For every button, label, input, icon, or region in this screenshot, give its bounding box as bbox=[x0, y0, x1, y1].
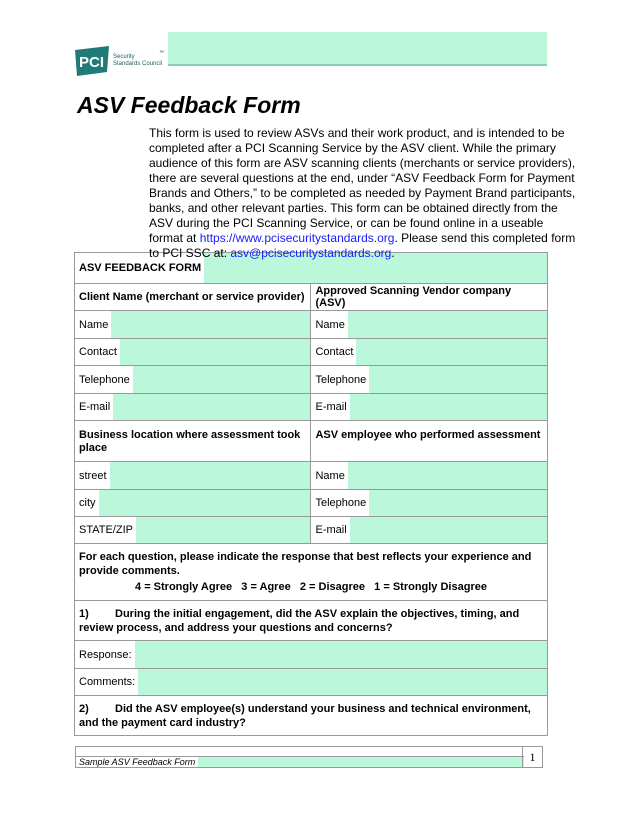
comments-label: Comments: bbox=[79, 676, 136, 688]
email-link[interactable]: asv@pcisecuritystandards.org bbox=[230, 246, 392, 260]
footer-label: Sample ASV Feedback Form bbox=[79, 757, 196, 767]
client-column-header: Client Name (merchant or service provider) bbox=[75, 284, 311, 311]
client-telephone-input[interactable] bbox=[133, 366, 311, 393]
q1-comments-input[interactable] bbox=[138, 669, 547, 695]
instructions: For each question, please indicate the response that best reflects your experience and provide comments. bbox=[79, 551, 532, 577]
page-footer bbox=[75, 746, 543, 768]
client-contact-input[interactable] bbox=[120, 339, 311, 365]
client-name-input[interactable] bbox=[111, 311, 310, 338]
employee-telephone-input[interactable] bbox=[369, 490, 547, 516]
field-label: E-mail bbox=[315, 401, 347, 413]
intro-text: This form is used to review ASVs and their work product, and is intended to be completed after a PCI Scanning Service by the ASV client. While the primary audience of this form are ASV scanning clients (merchants or service providers), there are several questions at the end, under “ASV Feedback Form for Payment Brands and Others,” to be completed as needed by Payment Brand participants, banks, and other relevant parties. This form can be obtained directly from the ASV during the PCI Scanning Service, or can be found online in a useable format at https://www.pcisecuritystandards.org. Please send this completed form to PCI SSC at: asv@pcisecuritystandards.org. bbox=[149, 126, 576, 260]
asv-telephone-input[interactable] bbox=[369, 366, 547, 393]
svg-text:Standards Council: Standards Council bbox=[113, 61, 163, 67]
page-title: ASV Feedback Form bbox=[77, 92, 301, 118]
field-label: Name bbox=[79, 318, 109, 331]
form-header: ASV FEEDBACK FORM bbox=[79, 262, 202, 274]
state-zip-input[interactable] bbox=[136, 517, 310, 543]
field-label: Telephone bbox=[315, 373, 367, 386]
q1-response-input[interactable] bbox=[135, 641, 547, 668]
asv-contact-input[interactable] bbox=[356, 339, 547, 365]
asv-name-input[interactable] bbox=[348, 311, 547, 338]
field-label: Telephone bbox=[79, 373, 130, 386]
asv-email-input[interactable] bbox=[350, 394, 547, 420]
employee-email-input[interactable] bbox=[350, 517, 547, 543]
pci-logo bbox=[75, 46, 167, 76]
street-input[interactable] bbox=[110, 462, 311, 489]
question-number: 1) bbox=[79, 607, 89, 620]
field-label: Contact bbox=[315, 346, 354, 358]
question-2: Did the ASV employee(s) understand your business and technical environment, and the payment card industry? bbox=[79, 702, 531, 729]
rating-scale: 4 = Strongly Agree 3 = Agree 2 = Disagree 1 = Strongly Disagree bbox=[135, 581, 487, 593]
field-label: STATE/ZIP bbox=[79, 524, 133, 536]
asv-column-header: Approved Scanning Vendor company (ASV) bbox=[311, 284, 548, 311]
question-number: 2) bbox=[79, 702, 89, 715]
feedback-form-table bbox=[74, 252, 548, 736]
city-input[interactable] bbox=[99, 490, 311, 516]
field-label: Name bbox=[315, 318, 345, 331]
field-label: E-mail bbox=[315, 524, 347, 536]
field-label: Name bbox=[315, 469, 345, 482]
field-label: Contact bbox=[79, 346, 117, 358]
asv-employee-header: ASV employee who performed assessment bbox=[311, 421, 548, 462]
website-link[interactable]: https://www.pcisecuritystandards.org bbox=[199, 231, 395, 245]
header-field[interactable] bbox=[168, 32, 547, 66]
response-label: Response: bbox=[79, 648, 132, 661]
client-email-input[interactable] bbox=[113, 394, 310, 420]
location-header: Business location where assessment took place bbox=[75, 421, 311, 462]
svg-text:™: ™ bbox=[159, 50, 164, 56]
field-label: city bbox=[79, 497, 96, 509]
employee-name-input[interactable] bbox=[348, 462, 547, 489]
svg-text:Security: Security bbox=[113, 54, 135, 60]
question-1: During the initial engagement, did the ASV explain the objectives, timing, and review process, and address your questions and concerns? bbox=[79, 607, 520, 634]
svg-text:PCI: PCI bbox=[79, 54, 105, 71]
field-label: E-mail bbox=[79, 401, 111, 413]
page-number: 1 bbox=[522, 747, 542, 767]
field-label: street bbox=[79, 469, 107, 482]
field-label: Telephone bbox=[315, 497, 367, 509]
footer-field[interactable] bbox=[198, 757, 524, 767]
